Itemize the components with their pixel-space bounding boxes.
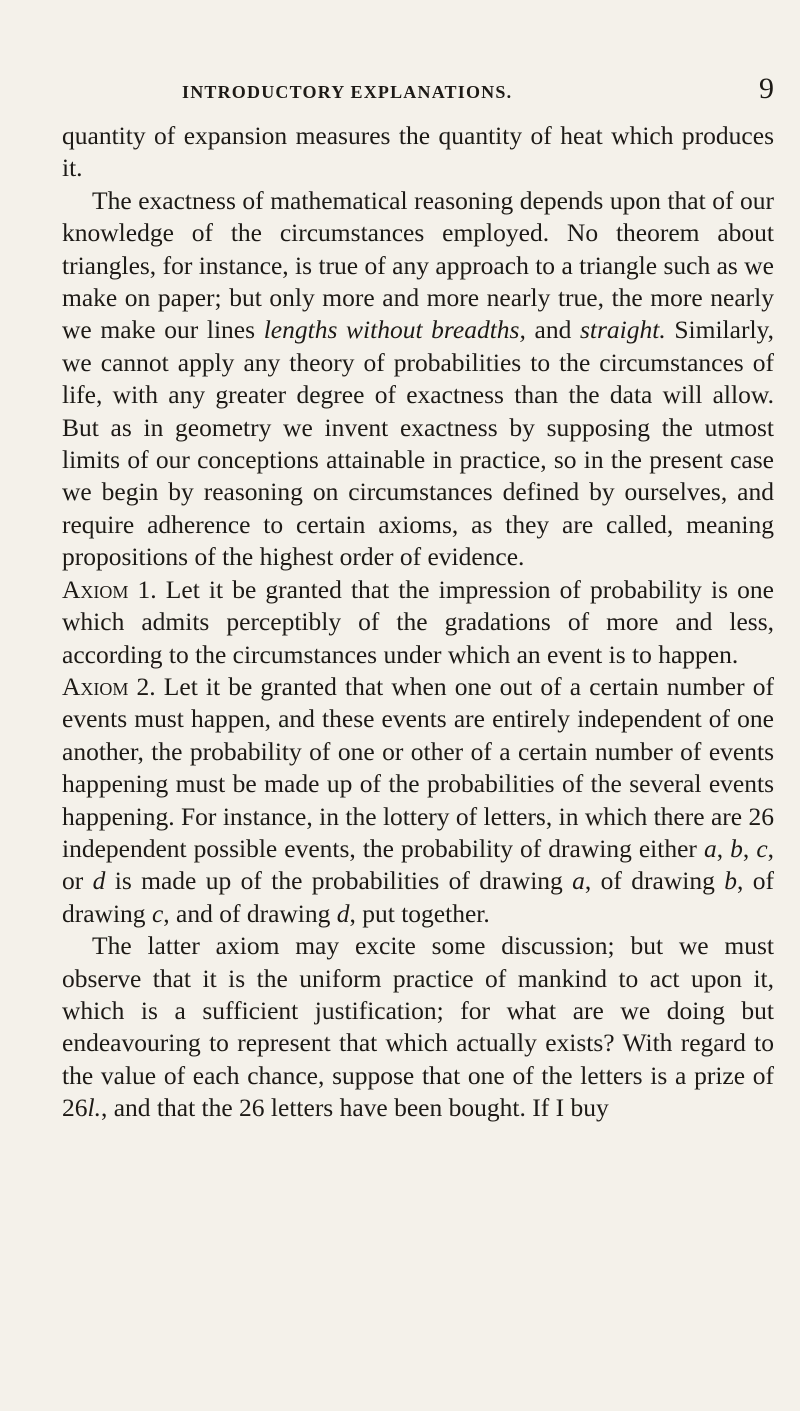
page-header <box>62 72 774 106</box>
paragraph-text: Similarly, we cannot apply any theory of probabilities to the circumstances of life, with any greater degree of exactness than the data will allow. But as in geometry we invent exactness by supposing the utmost limits of our conceptions attainable in practice, so in the present case we begin by reasoning on circumstances defined by ourselves, and require adherence to certain axioms, as they are called, meaning propositions of the highest order of evidence. <box>62 315 775 572</box>
paragraph-text: , and of drawing <box>163 898 337 928</box>
italic-text: l. <box>87 1093 101 1123</box>
italic-text: lengths without breadths, <box>263 315 526 345</box>
variable: c <box>151 898 164 928</box>
axiom-label: Axiom 1. <box>62 574 157 604</box>
paragraph-text: , of drawing <box>62 866 774 928</box>
paragraph-text: The exactness of mathematical reasoning depends upon that of our knowledge of the circumstances employed. No theorem about triangles, for instance, is true of any approach to a triangle such as we make on paper; but only more and more nearly true, the more nearly we make our lines <box>62 185 774 345</box>
paragraph-text: , and that the 26 letters have been bought. If I buy <box>100 1093 609 1123</box>
axiom-2 <box>62 671 774 930</box>
variable: b <box>724 866 737 896</box>
paragraph-text: , put together. <box>349 898 490 928</box>
variable: c <box>756 833 768 863</box>
variable: b <box>730 833 743 863</box>
axiom-1 <box>62 574 774 671</box>
page-number: 9 <box>759 72 774 105</box>
paragraph-text: and <box>525 315 580 345</box>
paragraph <box>62 185 774 574</box>
paragraph-text: The latter axiom may excite some discussion; but we must observe that it is the uniform practice of mankind to act upon it, which is a sufficient justification; for what are we doing but endeavouring to represent that which actually exists? With regard to the value of each chance, suppose that one of the letters is a prize of 26 <box>62 931 774 1123</box>
paragraph-text: , <box>716 833 731 863</box>
paragraph-text: is made up of the probabilities of drawing <box>105 866 573 896</box>
book-page <box>62 72 775 1125</box>
body-text <box>62 120 774 1125</box>
variable: d <box>336 898 350 928</box>
paragraph-text: , or <box>62 833 775 896</box>
variable: a <box>572 866 585 896</box>
paragraph <box>62 930 774 1124</box>
axiom-label: Axiom 2. <box>62 671 156 701</box>
paragraph-text: , of drawing <box>584 866 725 896</box>
variable: a <box>703 833 717 863</box>
paragraph-text: quantity of expansion measures the quantity of heat which produces it. <box>62 121 774 183</box>
running-head: INTRODUCTORY EXPLANATIONS. <box>182 82 513 102</box>
paragraph <box>62 120 774 185</box>
variable: d <box>92 866 106 896</box>
italic-text: straight. <box>579 315 666 345</box>
paragraph-text: Let it be granted that the impression of probability is one which admits perceptibly of the gradations of more and less, according to the circumstances under which an event is to happen. <box>62 574 774 669</box>
paragraph-text: , <box>742 833 757 863</box>
paragraph-text: Let it be granted that when one out of a certain number of events must happen, and these events are entirely independent of one another, the probability of one or other of a certain number of events happening must be made up of the probabilities of the several events happening. For instance, in the lottery of letters, in which there are 26 independent possible events, the probability of drawing either <box>62 671 774 863</box>
